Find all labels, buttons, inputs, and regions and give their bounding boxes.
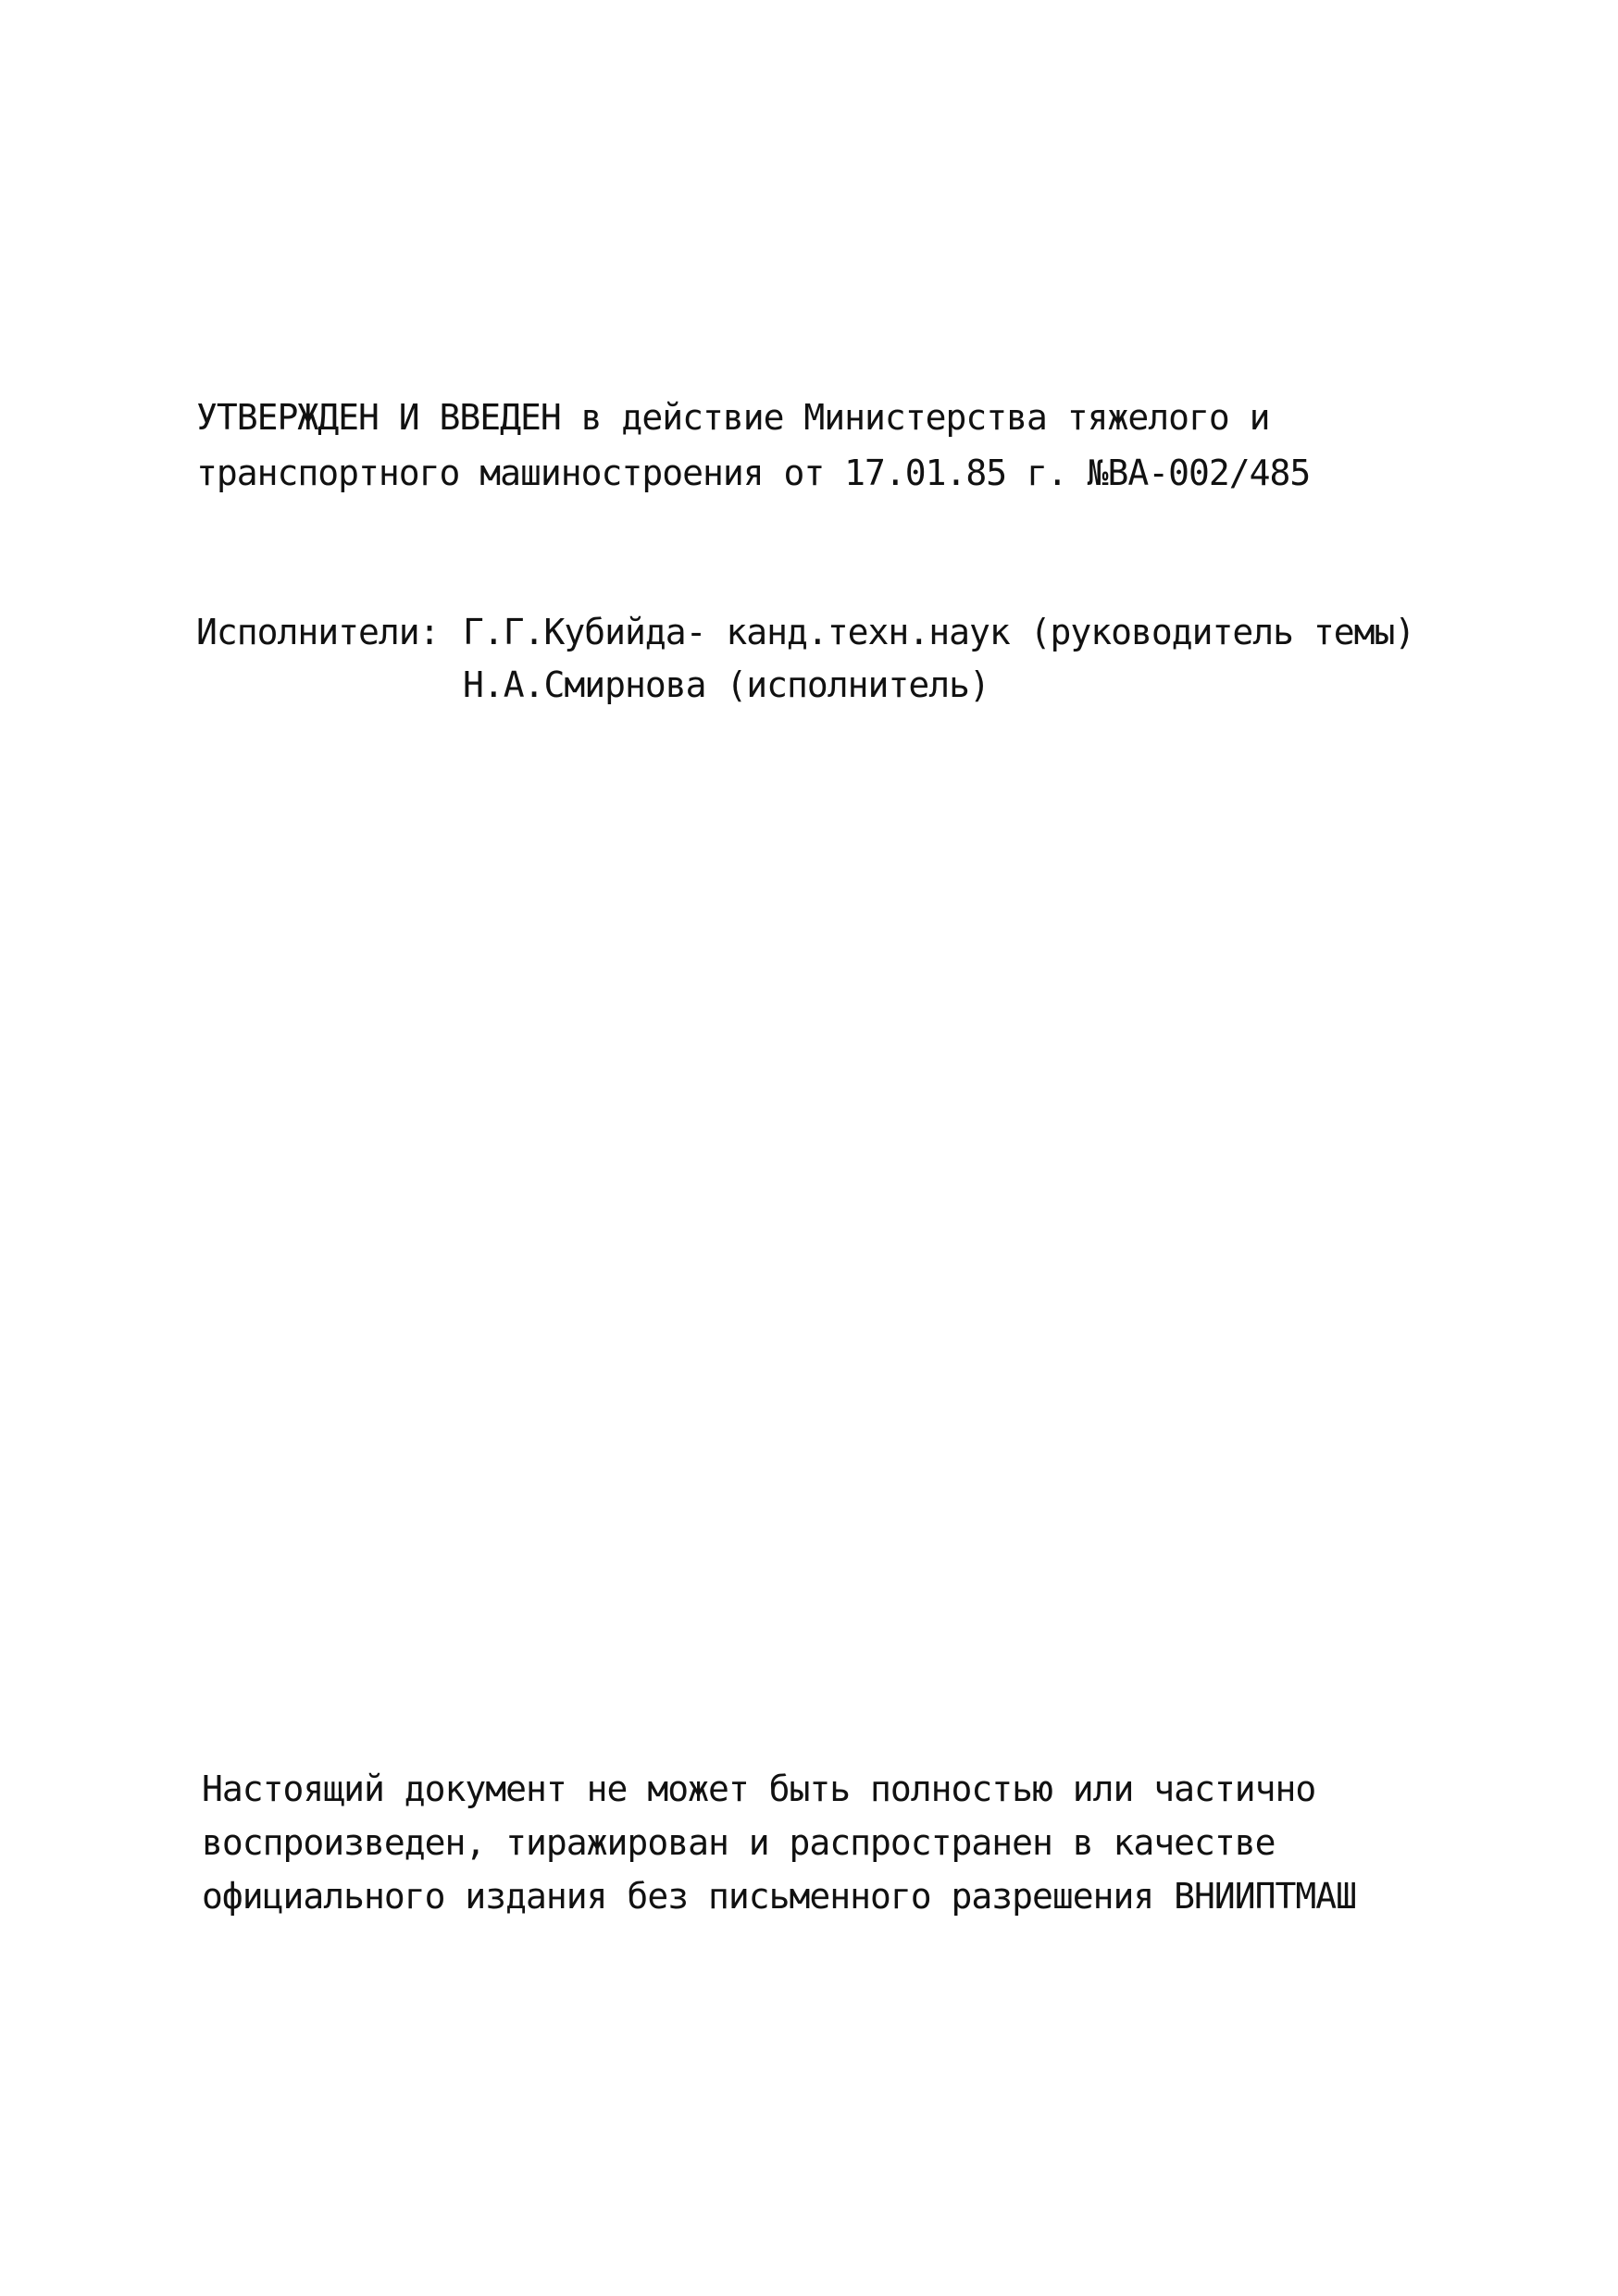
approval-line-1: УТВЕРЖДЕН И ВВЕДЕН в действие Министерства тяжелого и [196, 397, 1270, 438]
executor-row-2 [196, 659, 1414, 712]
executor-row-1 [196, 606, 1414, 659]
approval-line-2: транспортного машиностроения от 17.01.85 г. №ВА-002/485 [196, 453, 1311, 493]
executor-name-1: Г.Г.Кубийда- канд.техн.наук (руководитель темы) [463, 612, 1415, 652]
executors-label: Исполнители: [196, 612, 440, 652]
executor-indent [196, 659, 463, 712]
notice-line-3: официального издания без письменного разрешения ВНИИПТМАШ [202, 1876, 1357, 1917]
executor-name-2: Н.А.Смирнова (исполнитель) [463, 664, 989, 705]
copyright-notice [202, 1762, 1356, 1923]
approval-statement [196, 390, 1310, 501]
notice-line-1: Настоящий документ не может быть полностью или частично [202, 1769, 1316, 1809]
notice-line-2: воспроизведен, тиражирован и распространен в качестве [202, 1822, 1276, 1863]
executors-section [196, 606, 1414, 712]
